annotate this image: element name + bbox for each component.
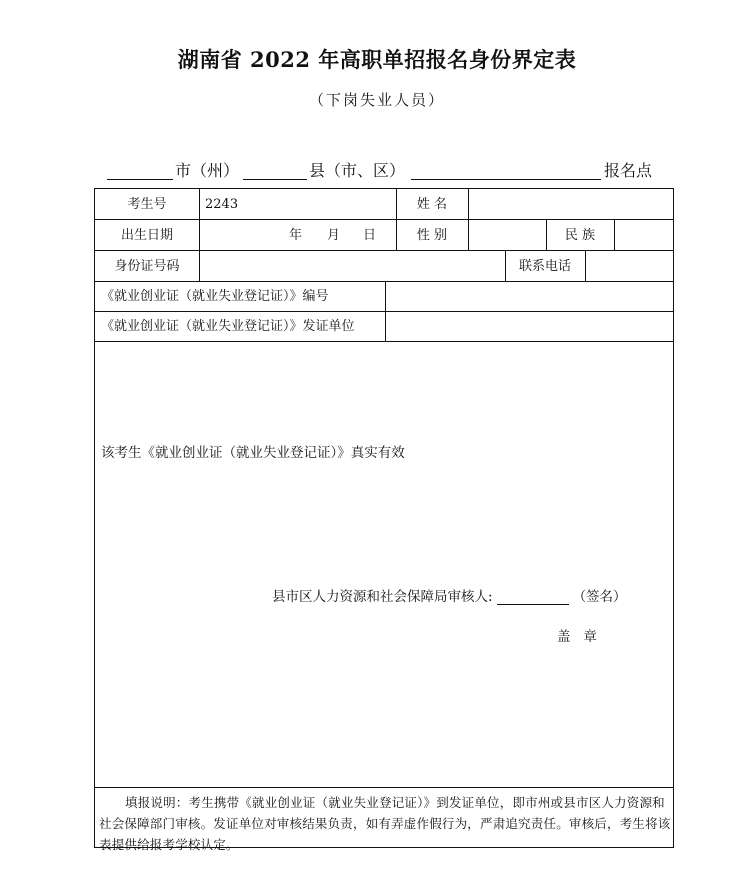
ethnicity-label: 民 族: [564, 228, 596, 243]
cert-no-label: 《就业创业证（就业失业登记证）》编号: [101, 289, 329, 304]
seal-label: 盖 章: [557, 629, 597, 645]
form-subtitle: （下岗失业人员）: [308, 91, 445, 109]
name-field[interactable]: [469, 190, 673, 218]
reviewer-label: 县市区人力资源和社会保障局审核人:: [272, 589, 493, 605]
cert-issuer-label: 《就业创业证（就业失业登记证）》发证单位: [101, 319, 355, 334]
birth-year-label: 年: [289, 228, 303, 243]
site-blank[interactable]: [411, 179, 601, 180]
city-blank[interactable]: [107, 179, 173, 180]
reviewer-signature-blank[interactable]: [497, 590, 569, 605]
verification-statement: 该考生《就业创业证（就业失业登记证）》真实有效: [101, 445, 405, 461]
birth-day-label: 日: [363, 228, 377, 243]
birth-label: 出生日期: [120, 228, 173, 243]
birth-month-label: 月: [327, 228, 341, 243]
identity-form-table: [94, 188, 674, 852]
filling-instructions: 填报说明：考生携带《就业创业证（就业失业登记证）》到发证单位，即市州或县市区人力资源和社会保障部门审核。发证单位对审核结果负责，如有弄虚作假行为，严肃追究责任。审核后，考生将该表提供给报考学校认定。: [99, 795, 671, 852]
county-blank[interactable]: [243, 179, 307, 180]
exam-no-label: 考生号: [127, 197, 167, 212]
id-label: 身份证号码: [114, 259, 180, 274]
city-label: 市（州）: [175, 161, 240, 180]
sign-label: （签名）: [572, 589, 627, 605]
reviewer-line: [272, 589, 627, 605]
id-field[interactable]: [200, 252, 504, 280]
phone-field[interactable]: [586, 252, 673, 280]
site-label: 报名点: [604, 161, 653, 180]
form-title: 湖南省 2022 年高职单招报名身份界定表: [177, 47, 577, 72]
cert-issuer-field[interactable]: [386, 312, 673, 340]
county-label: 县（市、区）: [309, 161, 406, 180]
name-label: 姓 名: [416, 197, 448, 212]
cert-no-field[interactable]: [386, 282, 673, 310]
gender-label: 性 别: [416, 228, 448, 243]
exam-no-value[interactable]: 2243: [205, 197, 239, 212]
gender-field[interactable]: [469, 221, 545, 249]
ethnicity-field[interactable]: [615, 221, 673, 249]
phone-label: 联系电话: [518, 259, 571, 274]
